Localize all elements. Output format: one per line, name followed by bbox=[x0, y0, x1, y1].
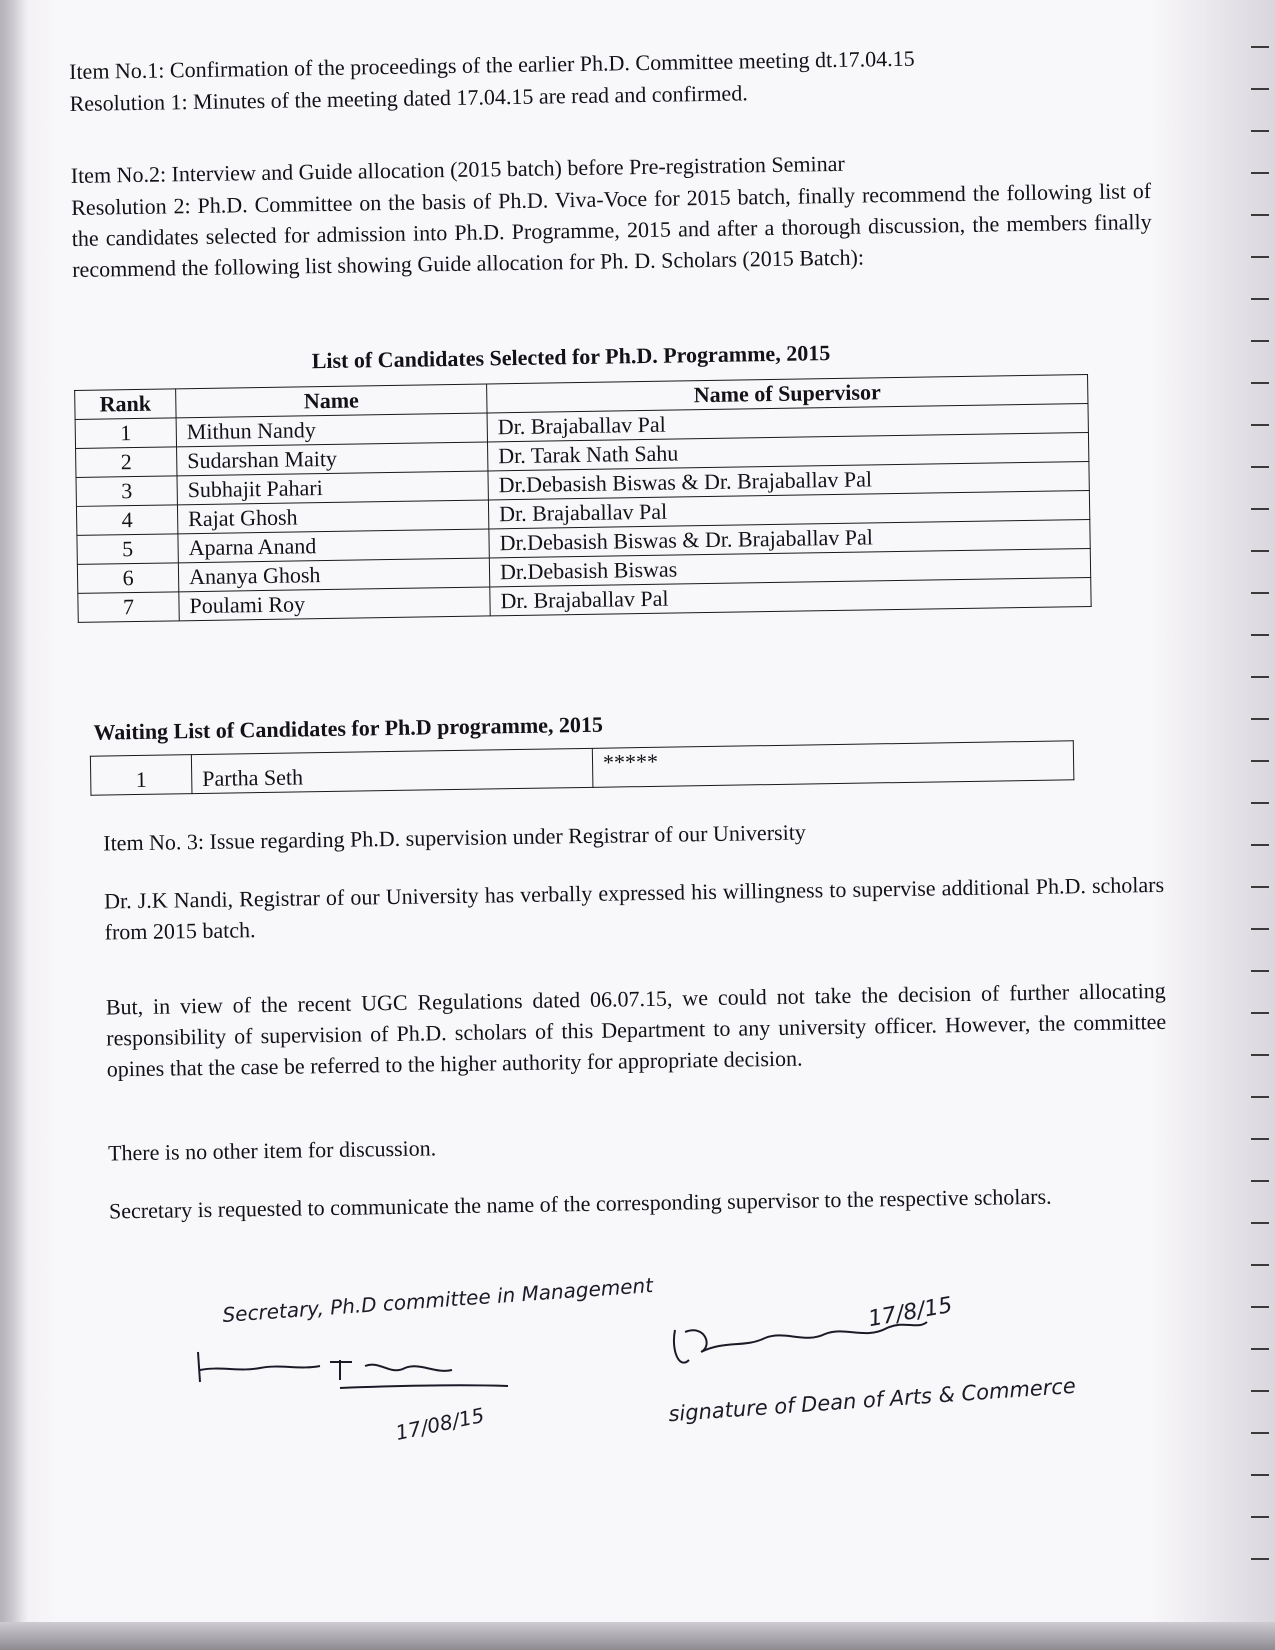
scan-left-shadow bbox=[0, 0, 28, 1650]
row-name: Aparna Anand bbox=[178, 529, 489, 563]
row-supervisor: Dr. Tarak Nath Sahu bbox=[487, 433, 1088, 471]
scan-edge-tick bbox=[1251, 928, 1269, 930]
scan-edge-tick bbox=[1251, 130, 1269, 132]
row-rank: 1 bbox=[75, 418, 176, 449]
no-other-item-text: There is no other item for discussion. bbox=[107, 1135, 437, 1166]
scan-edge-tick bbox=[1251, 172, 1269, 174]
row-supervisor: Dr.Debasish Biswas & Dr. Brajaballav Pal bbox=[489, 520, 1090, 558]
secretary-request-text: Secretary is requested to communicate the name of the corresponding supervisor to the respective scholars. bbox=[108, 1183, 1052, 1224]
table-row bbox=[90, 741, 1073, 795]
dean-date: 17/8/15 bbox=[866, 1292, 955, 1333]
row-supervisor: Dr.Debasish Biswas & Dr. Brajaballav Pal bbox=[488, 462, 1089, 500]
scan-edge-tick bbox=[1251, 508, 1269, 510]
row-rank: 5 bbox=[77, 534, 178, 565]
row-supervisor: ***** bbox=[592, 741, 1074, 788]
row-name: Poulami Roy bbox=[179, 587, 490, 621]
scan-edge-tick bbox=[1251, 1306, 1269, 1308]
scan-edge-tick bbox=[1251, 1558, 1269, 1560]
scan-edge-tick bbox=[1251, 382, 1269, 384]
row-supervisor: Dr. Brajaballav Pal bbox=[490, 578, 1091, 616]
item3-paragraph-2: But, in view of the recent UGC Regulations dated 06.07.15, we could not take the decision of further allocating responsibility of supervision of Ph.D. scholars of this Department to any university officer. However, the committee opines that the case be referred to the higher authority for appropriate decision. bbox=[105, 977, 1167, 1082]
scan-edge-tick bbox=[1251, 214, 1269, 216]
scan-edge-tick bbox=[1251, 634, 1269, 636]
scan-edge-tick bbox=[1251, 886, 1269, 888]
item2-heading: Item No.2: Interview and Guide allocation (2015 batch) before Pre-registration Seminar bbox=[70, 150, 845, 188]
scan-edge-tick bbox=[1251, 1474, 1269, 1476]
scan-edge-tick bbox=[1251, 1348, 1269, 1350]
scan-edge-tick bbox=[1251, 1054, 1269, 1056]
row-supervisor: Dr. Brajaballav Pal bbox=[487, 404, 1088, 442]
item1-heading: Item No.1: Confirmation of the proceedings of the earlier Ph.D. Committee meeting dt.17.04.15 bbox=[68, 45, 915, 84]
selected-list-title: List of Candidates Selected for Ph.D. Programme, 2015 bbox=[311, 340, 831, 374]
scan-edge-tick bbox=[1251, 844, 1269, 846]
scan-edge-tick bbox=[1251, 550, 1269, 552]
scan-edge-tick bbox=[1251, 1390, 1269, 1392]
scan-edge-tick bbox=[1251, 1138, 1269, 1140]
row-supervisor: Dr. Brajaballav Pal bbox=[488, 491, 1089, 529]
row-rank: 6 bbox=[77, 563, 178, 594]
scan-edge-tick bbox=[1251, 1432, 1269, 1434]
item2-resolution: Resolution 2: Ph.D. Committee on the basis of Ph.D. Viva-Voce for 2015 batch, finally recommend the following list of the candidates selected for admission into Ph.D. Programme, 2015 and after a thorough discussion, the members finally recommend the following list showing Guide allocation for Ph. D. Scholars (2015 Batch): bbox=[71, 178, 1152, 282]
scan-edge-tick bbox=[1251, 676, 1269, 678]
scan-edge-tick bbox=[1251, 1516, 1269, 1518]
header-name: Name bbox=[176, 384, 487, 418]
row-rank: 7 bbox=[78, 592, 179, 623]
row-name: Subhajit Pahari bbox=[177, 471, 488, 505]
selected-candidates-table bbox=[74, 374, 1092, 623]
scan-edge-tick bbox=[1251, 1012, 1269, 1014]
item1-resolution: Resolution 1: Minutes of the meeting dated 17.04.15 are read and confirmed. bbox=[69, 80, 748, 116]
row-rank: 4 bbox=[76, 505, 177, 536]
row-name: Sudarshan Maity bbox=[177, 442, 488, 476]
scan-edge-tick bbox=[1251, 970, 1269, 972]
scan-edge-tick bbox=[1251, 256, 1269, 258]
scan-edge-tick bbox=[1251, 760, 1269, 762]
row-name: Mithun Nandy bbox=[176, 413, 487, 447]
scan-edge-tick bbox=[1251, 802, 1269, 804]
row-rank: 2 bbox=[76, 447, 177, 478]
row-supervisor: Dr.Debasish Biswas bbox=[489, 549, 1090, 587]
secretary-date: 17/08/15 bbox=[393, 1402, 487, 1446]
dean-caption: signature of Dean of Arts & Commerce bbox=[667, 1373, 1077, 1427]
row-rank: 3 bbox=[76, 476, 177, 507]
scan-edge-tick bbox=[1251, 1222, 1269, 1224]
scan-edge-tick bbox=[1251, 46, 1269, 48]
row-name: Partha Seth bbox=[191, 748, 593, 793]
row-name: Rajat Ghosh bbox=[177, 500, 488, 534]
scan-edge-tick bbox=[1251, 1096, 1269, 1098]
scan-edge-tick bbox=[1251, 1264, 1269, 1266]
scan-edge-tick bbox=[1251, 298, 1269, 300]
scan-bottom-shadow bbox=[0, 1622, 1275, 1650]
header-supervisor: Name of Supervisor bbox=[487, 375, 1088, 413]
secretary-caption: Secretary, Ph.D committee in Management bbox=[221, 1272, 654, 1328]
waiting-list-title: Waiting List of Candidates for Ph.D programme, 2015 bbox=[93, 711, 604, 745]
scan-edge-tick bbox=[1251, 466, 1269, 468]
scan-edge-tick bbox=[1251, 424, 1269, 426]
row-name: Ananya Ghosh bbox=[178, 558, 489, 592]
waiting-list-table bbox=[90, 740, 1075, 795]
item3-heading: Item No. 3: Issue regarding Ph.D. supervision under Registrar of our University bbox=[103, 819, 807, 856]
scan-edge-tick bbox=[1251, 1180, 1269, 1182]
scan-edge-tick bbox=[1251, 592, 1269, 594]
scan-edge-marks bbox=[1245, 0, 1275, 1650]
row-rank: 1 bbox=[90, 755, 192, 796]
scan-edge-tick bbox=[1251, 340, 1269, 342]
scan-edge-tick bbox=[1251, 718, 1269, 720]
header-rank: Rank bbox=[75, 389, 176, 420]
secretary-signature bbox=[190, 1340, 520, 1400]
item3-paragraph-1: Dr. J.K Nandi, Registrar of our University has verbally expressed his willingness to supervise additional Ph.D. scholars from 2015 batch. bbox=[103, 871, 1165, 945]
scan-edge-tick bbox=[1251, 88, 1269, 90]
